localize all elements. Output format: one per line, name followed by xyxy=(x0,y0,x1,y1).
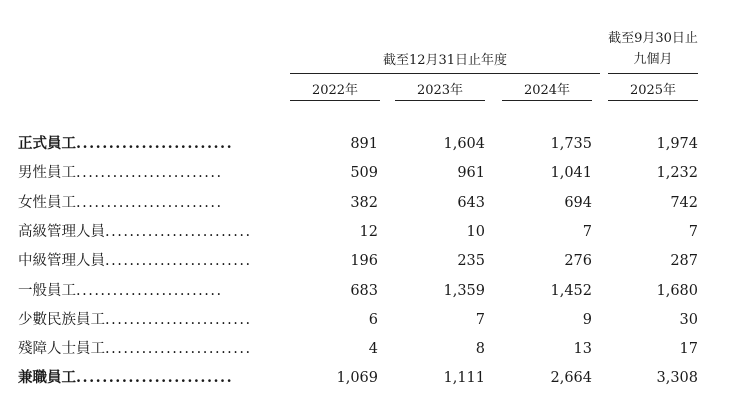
cell-value: 276 xyxy=(564,253,592,270)
row-label-text: 正式員工 xyxy=(18,135,76,152)
nine-months-header xyxy=(608,28,698,70)
year-underline xyxy=(395,100,485,101)
cell-value: 4 xyxy=(368,341,378,358)
row-label xyxy=(18,281,268,301)
table-row xyxy=(0,310,733,330)
year-underline xyxy=(502,100,592,101)
cell-value: 891 xyxy=(350,136,378,152)
row-label-text: 一般員工 xyxy=(18,282,76,299)
row-label xyxy=(18,222,268,242)
cell-value: 7 xyxy=(475,311,485,328)
period-group-header: 截至12月31日止年度 xyxy=(382,53,508,68)
dot-leader: ........................ xyxy=(76,369,234,387)
row-label xyxy=(18,339,268,359)
table-row xyxy=(0,134,733,154)
cell-value: 643 xyxy=(457,194,485,211)
cell-value: 235 xyxy=(457,253,485,270)
table-row xyxy=(0,339,733,359)
nine-months-header-rule xyxy=(608,73,698,74)
cell-value: 8 xyxy=(475,341,485,358)
cell-value: 1,604 xyxy=(443,136,485,152)
row-label-text: 少數民族員工 xyxy=(18,311,105,328)
year-header-2022: 2022年 xyxy=(311,83,359,98)
cell-value: 196 xyxy=(350,253,378,270)
dot-leader: ........................ xyxy=(105,223,252,240)
cell-value: 9 xyxy=(582,311,592,328)
table-row xyxy=(0,251,733,271)
dot-leader: ........................ xyxy=(105,341,252,358)
cell-value: 1,111 xyxy=(443,370,485,387)
row-label-text: 男性員工 xyxy=(18,165,76,182)
dot-leader: ........................ xyxy=(105,311,252,328)
cell-value: 3,308 xyxy=(656,370,698,387)
cell-value: 742 xyxy=(670,194,698,211)
cell-value: 1,452 xyxy=(550,282,592,299)
row-label xyxy=(18,310,268,330)
cell-value: 694 xyxy=(564,194,592,211)
cell-value: 1,069 xyxy=(336,370,378,387)
cell-value: 13 xyxy=(573,341,592,358)
cell-value: 683 xyxy=(350,282,378,299)
cell-value: 1,680 xyxy=(656,282,698,299)
cell-value: 961 xyxy=(457,165,485,182)
cell-value: 382 xyxy=(350,194,378,211)
cell-value: 30 xyxy=(679,311,698,328)
cell-value: 1,359 xyxy=(443,282,485,299)
cell-value: 7 xyxy=(582,223,592,240)
table-row xyxy=(0,193,733,213)
cell-value: 1,974 xyxy=(656,136,698,152)
row-label-text: 殘障人士員工 xyxy=(18,341,105,358)
dot-leader: ........................ xyxy=(76,282,223,299)
cell-value: 1,232 xyxy=(656,165,698,182)
nine-months-header-line2: 九個月 xyxy=(633,52,673,67)
table-row xyxy=(0,368,733,388)
year-underline xyxy=(290,100,380,101)
cell-value: 10 xyxy=(466,223,485,240)
dot-leader: ........................ xyxy=(105,253,252,270)
group-header-rule xyxy=(290,73,600,74)
dot-leader: ........................ xyxy=(76,194,223,211)
cell-value: 2,664 xyxy=(550,370,592,387)
row-label xyxy=(18,193,268,213)
cell-value: 7 xyxy=(688,223,698,240)
row-label-text: 高級管理人員 xyxy=(18,223,105,240)
row-label-text: 兼職員工 xyxy=(18,369,76,387)
row-label-text: 女性員工 xyxy=(18,194,76,211)
cell-value: 6 xyxy=(368,311,378,328)
cell-value: 12 xyxy=(359,223,378,240)
year-header-2025: 2025年 xyxy=(629,83,677,98)
year-header-2024: 2024年 xyxy=(523,83,571,98)
cell-value: 287 xyxy=(670,253,698,270)
cell-value: 17 xyxy=(679,341,698,358)
row-label xyxy=(18,163,268,183)
row-label xyxy=(18,251,268,271)
table-row xyxy=(0,163,733,183)
year-underline xyxy=(608,100,698,101)
dot-leader: ........................ xyxy=(76,165,223,182)
nine-months-header-line1: 截至9月30日止 xyxy=(608,31,698,46)
row-label xyxy=(18,368,268,388)
dot-leader: ........................ xyxy=(76,135,234,152)
row-label-text: 中級管理人員 xyxy=(18,253,105,270)
row-label xyxy=(18,134,268,154)
year-header-2023: 2023年 xyxy=(416,83,464,98)
table-row xyxy=(0,222,733,242)
cell-value: 1,041 xyxy=(550,165,592,182)
cell-value: 1,735 xyxy=(550,136,592,152)
cell-value: 509 xyxy=(350,165,378,182)
table-row xyxy=(0,281,733,301)
